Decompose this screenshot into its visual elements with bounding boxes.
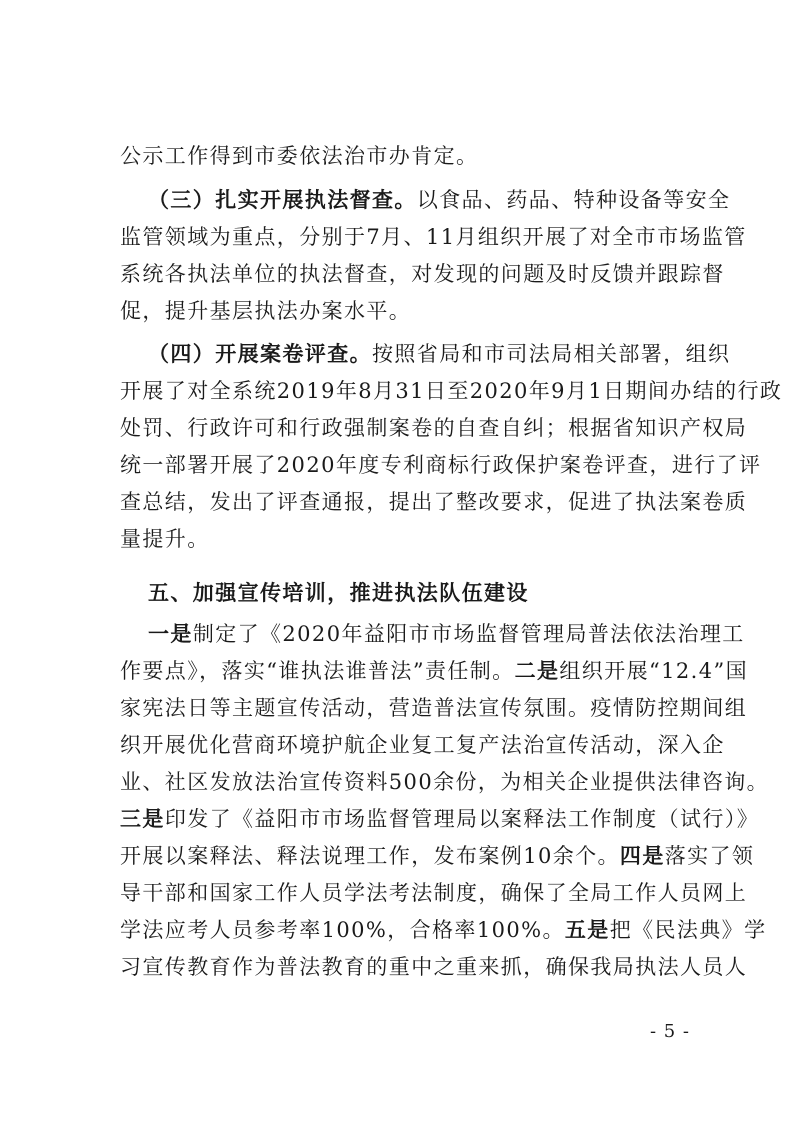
text-run: 作要点》，落实“谁执法谁普法”责任制。 [120,659,515,683]
text-run: 组织开展“12.4”国 [559,659,749,683]
text-line [120,487,748,517]
section-heading-san: （三）扎实开展执法督查。 [148,187,417,212]
chapter-heading-line [148,578,680,608]
chapter-heading: 五、加强宣传培训，推进执法队伍建设 [148,580,529,605]
page-number: - 5 - [649,1021,690,1042]
text-run: 把《民法典》学 [609,918,767,942]
text-run: 学法应考人员参考率100%，合格率100%。 [120,918,565,942]
item-marker-si: 四是 [619,843,665,868]
section-heading-line [148,185,731,215]
item-marker-er: 二是 [514,658,560,683]
text-run: 按照省局和市司法局相关部署，组织 [372,342,731,366]
text-run: 系统各执法单位的执法督查，对发现的问题及时反馈并跟踪督 [120,262,725,286]
text-run: 导干部和国家工作人员学法考法制度，确保了全局工作人员网上 [120,881,748,905]
text-line [120,222,747,252]
text-run: 统一部署开展了2020年度专利商标行政保护案卷评查，进行了评 [120,453,762,477]
text-run: 量提升。 [120,527,210,551]
text-line [120,141,680,171]
text-line [120,376,783,406]
text-run: 开展以案释法、释法说理工作，发布案例10余个。 [120,844,620,868]
text-run: 落实了领 [664,844,755,868]
text-line [120,693,748,723]
text-run: 业、社区发放法治宣传资料500余份，为相关企业提供法律咨询。 [120,770,770,794]
section-heading-line [148,339,731,369]
text-run: 以食品、药品、特种设备等安全 [416,188,731,212]
text-run: 公示工作得到市委依法治市办肯定。 [120,144,479,168]
text-line [120,730,725,760]
text-line [120,656,749,686]
text-line [120,524,680,554]
text-run: 监管领域为重点，分别于7月、11月组织开展了对全市市场监管 [120,225,747,249]
text-run: 促，提升基层执法办案水平。 [120,299,412,323]
text-line [120,804,760,834]
text-line [120,841,755,871]
text-run: 制定了《2020年益阳市市场监督管理局普法依法治理工 [192,622,745,646]
text-run: 处罚、行政许可和行政强制案卷的自查自纠；根据省知识产权局 [120,416,748,440]
text-line [120,952,748,982]
text-line [120,767,770,797]
text-line [120,450,762,480]
item-marker-yi: 一是 [148,621,193,646]
text-run: 习宣传教育作为普法教育的重中之重来抓，确保我局执法人员人 [120,955,748,979]
item-marker-san: 三是 [120,806,165,831]
text-line [120,915,767,945]
text-line [120,259,725,289]
text-run: 开展了对全系统2019年8月31日至2020年9月1日期间办结的行政 [120,379,783,403]
section-heading-si: （四）开展案卷评查。 [148,341,372,366]
text-line [148,619,745,649]
text-run: 家宪法日等主题宣传活动，营造普法宣传氛围。疫情防控期间组 [120,696,748,720]
text-line [120,878,748,908]
text-line [120,296,680,326]
item-marker-wu: 五是 [564,917,610,942]
text-run: 织开展优化营商环境护航企业复工复产法治宣传活动，深入企 [120,733,725,757]
text-run: 查总结，发出了评查通报，提出了整改要求，促进了执法案卷质 [120,490,748,514]
text-run: 印发了《益阳市市场监督管理局以案释法工作制度（试行）》 [164,807,760,831]
text-line [120,413,748,443]
